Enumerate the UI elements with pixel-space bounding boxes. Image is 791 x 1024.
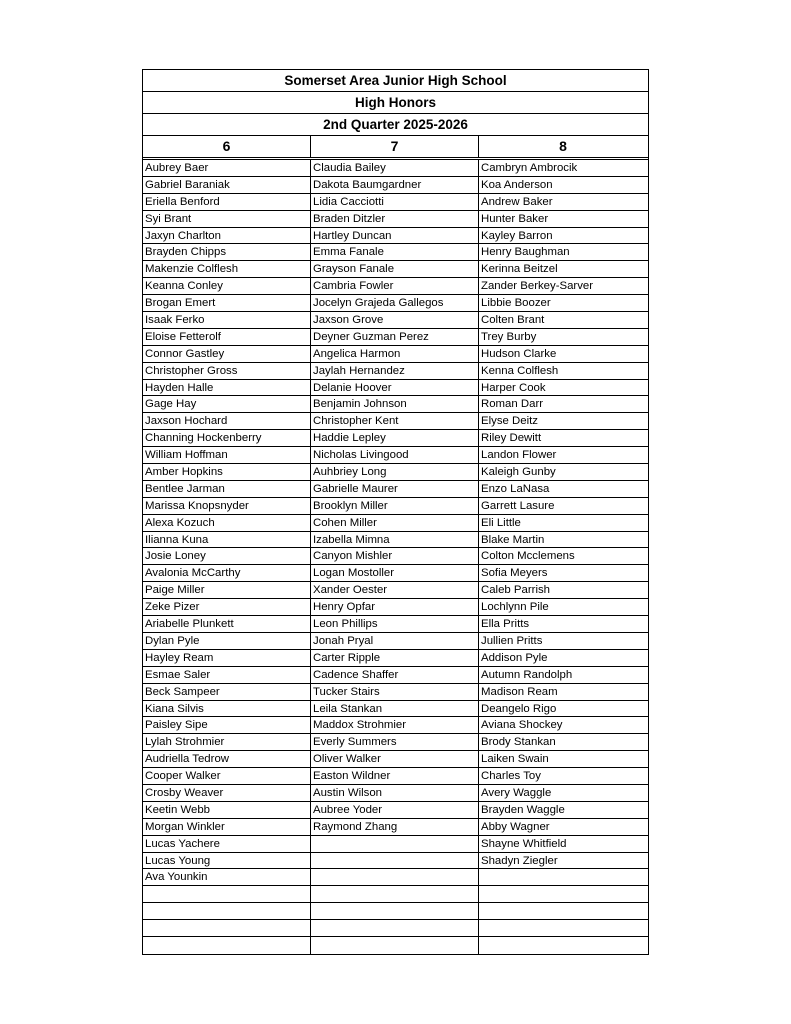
student-name-grade-7: Raymond Zhang	[311, 819, 479, 835]
grade-header-7: 7	[311, 136, 479, 157]
student-name-grade-7	[311, 886, 479, 902]
table-row	[143, 886, 648, 903]
student-name-grade-7: Jocelyn Grajeda Gallegos	[311, 295, 479, 311]
student-name-grade-8: Cambryn Ambrocik	[481, 162, 578, 174]
student-name-grade-8: Roman Darr	[481, 398, 544, 411]
student-name-grade-6: Amber Hopkins	[143, 464, 311, 480]
table-row	[143, 650, 648, 667]
table-row	[143, 430, 648, 447]
student-name-grade-7: Xander Oester	[311, 582, 479, 598]
student-name-grade-6: Ilianna Kuna	[143, 532, 311, 548]
student-name-grade-6: Lucas Yachere	[143, 836, 311, 852]
student-name-grade-7: Dakota Baumgardner	[311, 177, 479, 193]
student-name-grade-8: Deangelo Rigo	[481, 702, 557, 715]
student-name-grade-8: Kaleigh Gunby	[481, 466, 556, 479]
table-row	[143, 211, 648, 228]
student-name-grade-6: Lucas Young	[143, 853, 311, 869]
table-row	[143, 616, 648, 633]
student-name-grade-7: Jaxson Grove	[311, 312, 479, 328]
student-name-grade-7: Logan Mostoller	[311, 565, 479, 581]
student-name-grade-7: Leila Stankan	[311, 701, 479, 717]
student-name-grade-6: Gabriel Baraniak	[143, 177, 311, 193]
student-name-grade-7: Canyon Mishler	[311, 548, 479, 564]
table-row	[143, 785, 648, 802]
table-row	[143, 261, 648, 278]
student-name-grade-7: Izabella Mimna	[311, 532, 479, 548]
table-row	[143, 548, 648, 565]
student-name-grade-7: Angelica Harmon	[311, 346, 479, 362]
student-name-grade-8: Andrew Baker	[481, 195, 553, 208]
student-name-grade-6: Christopher Gross	[143, 363, 311, 379]
table-row	[143, 160, 648, 177]
student-name-grade-7: Oliver Walker	[311, 751, 479, 767]
student-name-grade-6: Cooper Walker	[143, 768, 311, 784]
student-name-grade-8: Brody Stankan	[481, 736, 556, 749]
student-name-grade-8: Enzo LaNasa	[481, 482, 550, 495]
student-name-grade-6: Esmae Saler	[143, 667, 311, 683]
student-name-grade-6	[143, 937, 311, 954]
table-row	[143, 768, 648, 785]
student-name-grade-7: Easton Wildner	[311, 768, 479, 784]
student-name-grade-7: Henry Opfar	[311, 599, 479, 615]
student-name-grade-8: Libbie Boozer	[481, 297, 551, 310]
student-name-grade-6: Ava Younkin	[143, 869, 311, 885]
student-name-grade-6: Josie Loney	[143, 548, 311, 564]
student-name-grade-8: Zander Berkey-Sarver	[481, 280, 594, 293]
student-name-grade-7: Christopher Kent	[311, 413, 479, 429]
table-row	[143, 684, 648, 701]
table-row	[143, 599, 648, 616]
table-row	[143, 633, 648, 650]
table-row	[143, 498, 648, 515]
student-name-grade-7: Deyner Guzman Perez	[311, 329, 479, 345]
student-name-grade-8: Madison Ream	[481, 685, 558, 698]
student-name-grade-7: Cadence Shaffer	[311, 667, 479, 683]
list-title: High Honors	[143, 92, 648, 114]
student-name-grade-7	[311, 869, 479, 885]
student-name-grade-7: Cohen Miller	[311, 515, 479, 531]
student-name-grade-6: Ariabelle Plunkett	[143, 616, 311, 632]
student-name-grade-8: Kenna Colflesh	[481, 364, 559, 377]
student-name-grade-8: Trey Burby	[481, 330, 537, 343]
student-name-grade-8	[479, 903, 647, 919]
student-name-grade-8: Avery Waggle	[481, 786, 552, 799]
student-name-grade-8: Jullien Pritts	[481, 634, 543, 647]
table-row	[143, 228, 648, 245]
table-row	[143, 734, 648, 751]
student-name-grade-8: Shayne Whitfield	[481, 837, 567, 850]
table-row	[143, 515, 648, 532]
student-name-grade-6: Paige Miller	[143, 582, 311, 598]
student-name-grade-7: Aubree Yoder	[311, 802, 479, 818]
student-name-grade-6: Syi Brant	[143, 211, 311, 227]
student-name-grade-8: Kayley Barron	[481, 229, 553, 242]
student-name-grade-6: Marissa Knopsnyder	[143, 498, 311, 514]
student-name-grade-7	[311, 937, 479, 954]
student-name-grade-6: Gage Hay	[143, 396, 311, 412]
student-name-grade-7: Jaylah Hernandez	[311, 363, 479, 379]
table-row	[143, 464, 648, 481]
student-name-grade-8: Aviana Shockey	[481, 719, 563, 732]
student-name-grade-6: Hayden Halle	[143, 380, 311, 396]
table-row	[143, 565, 648, 582]
table-row	[143, 363, 648, 380]
student-name-grade-7: Maddox Strohmier	[311, 717, 479, 733]
student-name-grade-6: Crosby Weaver	[143, 785, 311, 801]
table-row	[143, 329, 648, 346]
student-name-grade-8: Laiken Swain	[481, 753, 549, 766]
student-name-grade-7: Braden Ditzler	[311, 211, 479, 227]
student-name-grade-8: Hunter Baker	[481, 212, 549, 225]
student-name-grade-8: Riley Dewitt	[481, 432, 542, 445]
student-name-grade-7	[311, 903, 479, 919]
student-name-grade-8: Charles Toy	[481, 770, 541, 783]
student-name-grade-8: Eli Little	[481, 516, 521, 529]
student-name-grade-6: Morgan Winkler	[143, 819, 311, 835]
table-row	[143, 244, 648, 261]
student-name-grade-8: Elyse Deitz	[481, 415, 538, 428]
student-name-grade-7: Hartley Duncan	[311, 228, 479, 244]
table-row	[143, 447, 648, 464]
student-name-grade-8: Sofia Meyers	[481, 567, 548, 580]
student-name-grade-6	[143, 886, 311, 902]
student-name-grade-6: Dylan Pyle	[143, 633, 311, 649]
student-name-grade-6	[143, 920, 311, 936]
student-name-grade-8: Abby Wagner	[481, 820, 550, 833]
student-name-grade-6: Eriella Benford	[143, 194, 311, 210]
student-name-grade-7: Austin Wilson	[311, 785, 479, 801]
student-name-grade-6: Eloise Fetterolf	[143, 329, 311, 345]
student-name-grade-8: Autumn Randolph	[481, 668, 573, 681]
table-row	[143, 481, 648, 498]
table-row	[143, 802, 648, 819]
table-row	[143, 869, 648, 886]
student-name-grade-8: Ella Pritts	[481, 618, 530, 631]
table-row	[143, 903, 648, 920]
student-name-grade-6: Paisley Sipe	[143, 717, 311, 733]
table-row	[143, 194, 648, 211]
table-row	[143, 278, 648, 295]
table-row	[143, 380, 648, 397]
student-name-grade-8: Henry Baughman	[481, 246, 570, 259]
student-name-grade-8: Koa Anderson	[481, 178, 553, 191]
student-name-grade-7: Tucker Stairs	[311, 684, 479, 700]
student-rows	[143, 160, 648, 954]
period-title: 2nd Quarter 2025-2026	[143, 114, 648, 136]
student-name-grade-6: Zeke Pizer	[143, 599, 311, 615]
student-name-grade-6: William Hoffman	[143, 447, 311, 463]
table-row	[143, 396, 648, 413]
student-name-grade-6: Connor Gastley	[143, 346, 311, 362]
student-name-grade-7: Claudia Bailey	[311, 160, 479, 176]
table-row	[143, 177, 648, 194]
student-name-grade-7: Emma Fanale	[311, 244, 479, 260]
student-name-grade-6: Brayden Chipps	[143, 244, 311, 260]
student-name-grade-6: Hayley Ream	[143, 650, 311, 666]
table-row	[143, 413, 648, 430]
school-title: Somerset Area Junior High School	[143, 70, 648, 92]
student-name-grade-8: Hudson Clarke	[481, 347, 557, 360]
student-name-grade-7: Nicholas Livingood	[311, 447, 479, 463]
student-name-grade-7: Benjamin Johnson	[311, 396, 479, 412]
student-name-grade-6: Jaxson Hochard	[143, 413, 311, 429]
student-name-grade-6: Lylah Strohmier	[143, 734, 311, 750]
student-name-grade-7	[311, 920, 479, 936]
student-name-grade-6: Beck Sampeer	[143, 684, 311, 700]
student-name-grade-6: Isaak Ferko	[143, 312, 311, 328]
student-name-grade-6: Alexa Kozuch	[143, 515, 311, 531]
student-name-grade-7: Leon Phillips	[311, 616, 479, 632]
student-name-grade-8	[479, 920, 647, 936]
table-row	[143, 751, 648, 768]
table-row	[143, 819, 648, 836]
student-name-grade-6: Keetin Webb	[143, 802, 311, 818]
student-name-grade-8	[479, 886, 647, 902]
student-name-grade-7	[311, 853, 479, 869]
student-name-grade-7: Brooklyn Miller	[311, 498, 479, 514]
student-name-grade-7: Delanie Hoover	[311, 380, 479, 396]
student-name-grade-8: Shadyn Ziegler	[481, 854, 558, 867]
table-row	[143, 717, 648, 734]
student-name-grade-7: Auhbriey Long	[311, 464, 479, 480]
student-name-grade-6: Bentlee Jarman	[143, 481, 311, 497]
student-name-grade-8: Harper Cook	[481, 381, 546, 394]
table-row	[143, 582, 648, 599]
student-name-grade-8	[479, 869, 647, 885]
table-row	[143, 937, 648, 954]
table-row	[143, 532, 648, 549]
table-row	[143, 312, 648, 329]
student-name-grade-8: Blake Martin	[481, 533, 545, 546]
table-row	[143, 667, 648, 684]
table-row	[143, 853, 648, 870]
student-name-grade-6: Keanna Conley	[143, 278, 311, 294]
student-name-grade-8: Brayden Waggle	[481, 803, 565, 816]
honor-roll-table	[142, 69, 649, 955]
table-row	[143, 346, 648, 363]
student-name-grade-8: Addison Pyle	[481, 651, 548, 664]
student-name-grade-8: Lochlynn Pile	[481, 601, 549, 614]
student-name-grade-6: Makenzie Colflesh	[143, 261, 311, 277]
student-name-grade-8: Landon Flower	[481, 449, 557, 462]
student-name-grade-8: Kerinna Beitzel	[481, 263, 558, 276]
student-name-grade-7: Gabrielle Maurer	[311, 481, 479, 497]
table-row	[143, 836, 648, 853]
table-row	[143, 701, 648, 718]
student-name-grade-6: Kiana Silvis	[143, 701, 311, 717]
grade-header-row	[143, 136, 648, 160]
student-name-grade-8	[479, 937, 647, 954]
student-name-grade-6: Channing Hockenberry	[143, 430, 311, 446]
student-name-grade-6: Audriella Tedrow	[143, 751, 311, 767]
student-name-grade-6	[143, 903, 311, 919]
grade-header-6: 6	[143, 136, 311, 157]
table-row	[143, 920, 648, 937]
student-name-grade-6: Brogan Emert	[143, 295, 311, 311]
student-name-grade-6: Jaxyn Charlton	[143, 228, 311, 244]
grade-header-8: 8	[559, 138, 567, 154]
student-name-grade-7: Haddie Lepley	[311, 430, 479, 446]
student-name-grade-6: Aubrey Baer	[143, 160, 311, 176]
student-name-grade-7: Grayson Fanale	[311, 261, 479, 277]
student-name-grade-6: Avalonia McCarthy	[143, 565, 311, 581]
student-name-grade-7: Cambria Fowler	[311, 278, 479, 294]
student-name-grade-7: Everly Summers	[311, 734, 479, 750]
student-name-grade-8: Caleb Parrish	[481, 584, 551, 597]
student-name-grade-7: Carter Ripple	[311, 650, 479, 666]
table-row	[143, 295, 648, 312]
student-name-grade-8: Colten Brant	[481, 314, 545, 327]
student-name-grade-7: Lidia Cacciotti	[311, 194, 479, 210]
student-name-grade-8: Colton Mcclemens	[481, 550, 575, 563]
student-name-grade-8: Garrett Lasure	[481, 499, 555, 512]
student-name-grade-7	[311, 836, 479, 852]
student-name-grade-7: Jonah Pryal	[311, 633, 479, 649]
